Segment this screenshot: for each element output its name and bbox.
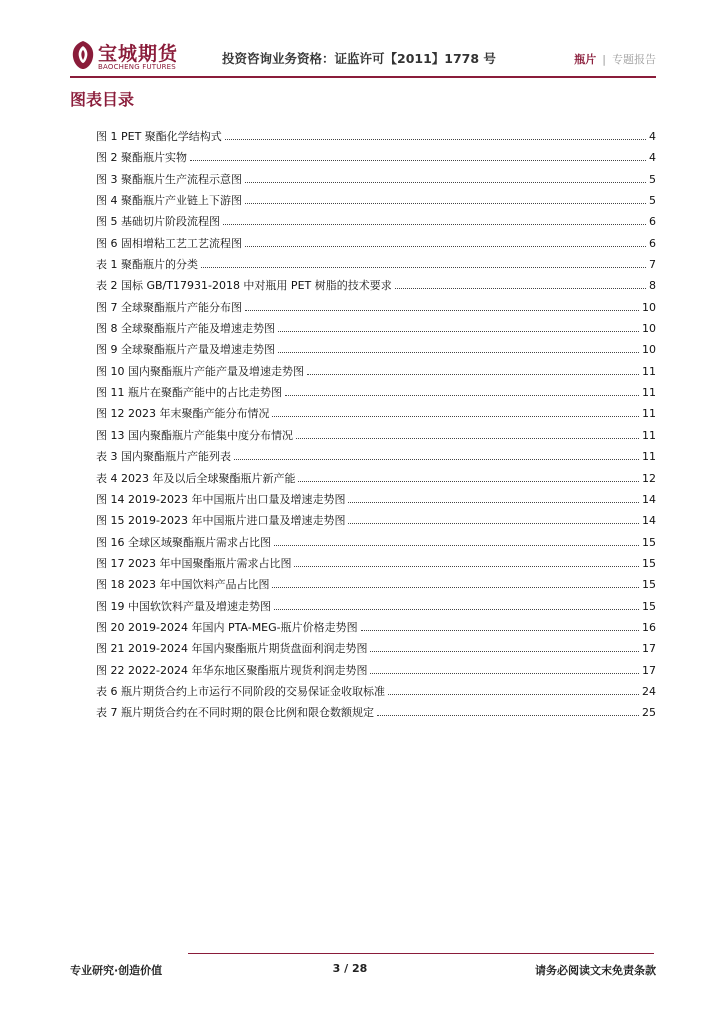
toc-entry[interactable] xyxy=(96,128,656,149)
toc-entry-label: 图 11 瓶片在聚酯产能中的占比走势图 xyxy=(96,386,282,400)
toc-entry-label: 图 18 2023 年中国饮料产品占比图 xyxy=(96,578,270,592)
toc-entry[interactable] xyxy=(96,448,656,469)
toc-dot-leader xyxy=(388,694,639,695)
toc-entry-page: 4 xyxy=(649,130,656,143)
toc-entry[interactable] xyxy=(96,171,656,192)
toc-entry-label: 图 2 聚酯瓶片实物 xyxy=(96,151,187,165)
toc-entry-page: 5 xyxy=(649,172,656,186)
header-divider xyxy=(70,76,656,78)
toc-dot-leader xyxy=(348,523,639,524)
toc-dot-leader xyxy=(274,609,639,610)
toc-dot-leader xyxy=(278,352,639,353)
toc-entry-page: 10 xyxy=(642,322,656,336)
toc-entry-page: 15 xyxy=(642,556,656,570)
toc-entry[interactable] xyxy=(96,534,656,555)
toc-entry-label: 表 3 国内聚酯瓶片产能列表 xyxy=(96,450,231,464)
logo-chinese-name: 宝城期货 xyxy=(98,43,179,65)
toc-dot-leader xyxy=(307,374,639,375)
toc-entry-page: 7 xyxy=(649,258,656,272)
toc-entry-label: 图 4 聚酯瓶片产业链上下游图 xyxy=(96,194,242,208)
toc-dot-leader xyxy=(245,203,646,204)
toc-dot-leader xyxy=(377,715,639,716)
logo-english-name: BAOCHENG FUTURES xyxy=(98,63,176,71)
logo-emblem-icon xyxy=(70,40,96,70)
toc-entry-label: 图 7 全球聚酯瓶片产能分布图 xyxy=(96,300,242,314)
toc-entry-label: 图 14 2019-2023 年中国瓶片出口量及增速走势图 xyxy=(96,492,346,506)
toc-entry-page: 14 xyxy=(642,492,656,506)
toc-entry-label: 图 13 国内聚酯瓶片产能集中度分布情况 xyxy=(96,428,293,442)
toc-entry-page: 11 xyxy=(642,386,656,400)
toc-entry[interactable] xyxy=(96,213,656,234)
header-report-meta xyxy=(574,51,656,67)
toc-entry[interactable] xyxy=(96,619,656,640)
toc-entry-label: 表 1 聚酯瓶片的分类 xyxy=(96,258,198,272)
footer-divider xyxy=(188,953,654,954)
footer-slogan: 专业研究·创造价值 xyxy=(70,964,163,977)
toc-entry[interactable] xyxy=(96,662,656,683)
toc-entry[interactable] xyxy=(96,320,656,341)
toc-entry-page: 25 xyxy=(642,706,656,720)
page-number: 3 / 28 xyxy=(332,962,368,975)
toc-entry-label: 表 4 2023 年及以后全球聚酯瓶片新产能 xyxy=(96,471,296,485)
toc-entry[interactable] xyxy=(96,491,656,512)
toc-entry-label: 图 21 2019-2024 年国内聚酯瓶片期货盘面利润走势图 xyxy=(96,642,368,656)
toc-dot-leader xyxy=(294,566,639,567)
toc-title: 图表目录 xyxy=(70,90,135,109)
company-logo xyxy=(70,40,186,74)
toc-entry-label: 图 6 固相增粘工艺工艺流程图 xyxy=(96,236,242,250)
toc-dot-leader xyxy=(278,331,639,332)
toc-entry[interactable] xyxy=(96,235,656,256)
toc-entry-label: 图 8 全球聚酯瓶片产能及增速走势图 xyxy=(96,322,275,336)
toc-entry-label: 图 19 中国软饮料产量及增速走势图 xyxy=(96,599,271,613)
toc-dot-leader xyxy=(245,310,639,311)
toc-entry[interactable] xyxy=(96,598,656,619)
toc-entry[interactable] xyxy=(96,555,656,576)
toc-entry[interactable] xyxy=(96,363,656,384)
toc-dot-leader xyxy=(285,395,639,396)
toc-entry[interactable] xyxy=(96,192,656,213)
toc-dot-leader xyxy=(298,481,639,482)
toc-entry-label: 表 7 瓶片期货合约在不同时期的限仓比例和限仓数额规定 xyxy=(96,706,374,720)
toc-entry-page: 11 xyxy=(642,407,656,421)
toc-entry-label: 图 1 PET 聚酯化学结构式 xyxy=(96,130,222,143)
toc-entry[interactable] xyxy=(96,427,656,448)
toc-entry-page: 11 xyxy=(642,428,656,442)
toc-entry-label: 图 17 2023 年中国聚酯瓶片需求占比图 xyxy=(96,556,292,570)
toc-dot-leader xyxy=(272,416,639,417)
toc-entry-page: 15 xyxy=(642,578,656,592)
toc-dot-leader xyxy=(272,587,639,588)
toc-entry[interactable] xyxy=(96,277,656,298)
toc-entry-page: 24 xyxy=(642,684,656,698)
footer-disclaimer-notice: 请务必阅读文末免责条款 xyxy=(535,964,656,977)
toc-entry[interactable] xyxy=(96,256,656,277)
toc-entry-label: 图 22 2022-2024 年华东地区聚酯瓶片现货利润走势图 xyxy=(96,663,368,677)
toc-entry-label: 图 3 聚酯瓶片生产流程示意图 xyxy=(96,172,242,186)
toc-entry[interactable] xyxy=(96,704,656,725)
toc-entry[interactable] xyxy=(96,384,656,405)
toc-entry-page: 6 xyxy=(649,236,656,250)
toc-entry-page: 16 xyxy=(642,620,656,634)
toc-entry[interactable] xyxy=(96,512,656,533)
toc-dot-leader xyxy=(245,246,646,247)
toc-dot-leader xyxy=(395,288,646,289)
toc-entry[interactable] xyxy=(96,576,656,597)
toc-entry[interactable] xyxy=(96,683,656,704)
toc-entry[interactable] xyxy=(96,470,656,491)
toc-entry-page: 11 xyxy=(642,364,656,378)
toc-entry-label: 图 10 国内聚酯瓶片产能产量及增速走势图 xyxy=(96,364,304,378)
toc-entry-page: 8 xyxy=(649,279,656,293)
toc-dot-leader xyxy=(190,160,646,161)
page-header xyxy=(0,0,724,80)
toc-entry-page: 14 xyxy=(642,514,656,528)
toc-dot-leader xyxy=(223,224,646,225)
toc-entry[interactable] xyxy=(96,341,656,362)
toc-entry-label: 表 2 国标 GB/T17931-2018 中对瓶用 PET 树脂的技术要求 xyxy=(96,279,392,293)
toc-entry-label: 图 16 全球区域聚酯瓶片需求占比图 xyxy=(96,535,271,549)
toc-entry-page: 11 xyxy=(642,450,656,464)
toc-entry-label: 图 12 2023 年末聚酯产能分布情况 xyxy=(96,407,270,421)
toc-entry-page: 4 xyxy=(649,151,656,165)
toc-entry-page: 5 xyxy=(649,194,656,208)
toc-entry-page: 15 xyxy=(642,535,656,549)
header-report-type: 专题报告 xyxy=(612,53,656,66)
toc-dot-leader xyxy=(201,267,646,268)
toc-entry-label: 图 5 基础切片阶段流程图 xyxy=(96,215,220,229)
toc-entry[interactable] xyxy=(96,149,656,170)
toc-entry-page: 10 xyxy=(642,300,656,314)
toc-entry-page: 17 xyxy=(642,642,656,656)
toc-entry[interactable] xyxy=(96,640,656,661)
toc-entry-page: 6 xyxy=(649,215,656,229)
toc-dot-leader xyxy=(370,673,639,674)
toc-entry[interactable] xyxy=(96,299,656,320)
toc-dot-leader xyxy=(234,459,639,460)
toc-dot-leader xyxy=(225,139,646,140)
toc-dot-leader xyxy=(361,630,639,631)
toc-entry-label: 图 20 2019-2024 年国内 PTA-MEG-瓶片价格走势图 xyxy=(96,620,358,634)
toc-entry-label: 图 15 2019-2023 年中国瓶片进口量及增速走势图 xyxy=(96,514,346,528)
toc-dot-leader xyxy=(370,651,639,652)
toc-entry-page: 15 xyxy=(642,599,656,613)
toc-dot-leader xyxy=(296,438,639,439)
toc-dot-leader xyxy=(245,182,646,183)
toc-dot-leader xyxy=(274,545,639,546)
toc-entry-label: 图 9 全球聚酯瓶片产量及增速走势图 xyxy=(96,343,275,357)
header-separator: | xyxy=(602,53,606,66)
toc-entry-page: 10 xyxy=(642,343,656,357)
toc-entry[interactable] xyxy=(96,405,656,426)
toc-entry-label: 表 6 瓶片期货合约上市运行不同阶段的交易保证金收取标准 xyxy=(96,684,385,698)
toc-list xyxy=(96,128,656,726)
toc-entry-page: 12 xyxy=(642,471,656,485)
toc-dot-leader xyxy=(348,502,639,503)
license-qualification: 投资咨询业务资格：证监许可【2011】1778 号 xyxy=(222,51,496,66)
toc-entry-page: 17 xyxy=(642,663,656,677)
header-product-name: 瓶片 xyxy=(574,53,597,66)
